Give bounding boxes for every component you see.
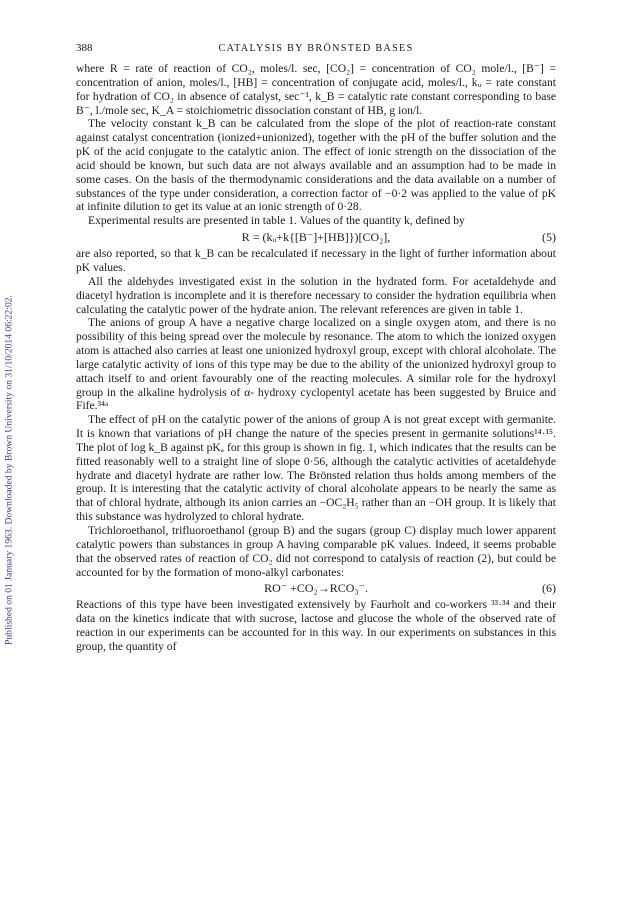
paragraph: The velocity constant k_B can be calculated from the slope of the plot of reaction-rate constant against catalyst concentration (ionized+unionized), together with the pH of the buffer solution and the pK of the acid conjugate to the catalytic anion. The effect of ionic strength on the dissociation of the acid should be known, but such data are not always available and an assumption had to be made in some cases. On the basis of the thermodynamic considerations and the data available on a number of substances of the type under consideration, a correction factor of −0·2 was applied to the value of pK at infinite dilution to get its value at an ionic strength of 0·28. bbox=[76, 117, 556, 214]
article-body bbox=[76, 62, 556, 654]
equation-6 bbox=[76, 579, 556, 598]
paragraph: Trichloroethanol, trifluoroethanol (group B) and the sugars (group C) display much lower apparent catalytic powers than substances in group A having comparable pK values. Indeed, it seems probable that the observed rates of reaction of CO₂ did not correspond to catalysis of reaction (2), but could be accounted for by the formation of mono-alkyl carbonates: bbox=[76, 524, 556, 579]
paragraph: where R = rate of reaction of CO₂, moles/l. sec, [CO₂] = concentration of CO₂ mole/l., [B⁻] = concentration of anion, moles/l., [HB] = concentration of conjugate acid, moles/l., kᵤ = rate constant for hydration of CO₂ in absence of catalyst, sec⁻¹, k_B = catalytic rate constant corresponding to base B⁻, l./mole sec, K_A = stoichiometric dissociation constant of HB, g ion/l. bbox=[76, 62, 556, 117]
equation-5 bbox=[76, 228, 556, 247]
page-number: 388 bbox=[76, 42, 93, 54]
equation-number: (5) bbox=[542, 230, 556, 245]
paragraph: are also reported, so that k_B can be recalculated if necessary in the light of further information about pK values. bbox=[76, 247, 556, 274]
page-header bbox=[76, 42, 556, 58]
paragraph: The anions of group A have a negative charge localized on a single oxygen atom, and there is no possibility of this being spread over the molecule by resonance. The atom to which the ionized oxygen atom is attached also carries at least one unionized hydroxyl group, except with chloral alcoholate. The large catalytic activity of ions of this type may be due to the ability of the unionized hydroxyl group to attach itself to and orient favourably one of the reacting molecules. A similar role for the hydroxyl group in the alkaline hydrolysis of α- hydroxy cyclopentyl acetate has been suggested by Bruice and Fife.³⁴ᵃ bbox=[76, 316, 556, 413]
paragraph: All the aldehydes investigated exist in the solution in the hydrated form. For acetaldehyde and diacetyl hydration is incomplete and it is therefore necessary to consider the hydration equilibria when calculating the catalytic power of the hydrate anion. The relevant references are given in table 1. bbox=[76, 274, 556, 316]
equation-number: (6) bbox=[542, 581, 556, 596]
paragraph: The effect of pH on the catalytic power of the anions of group A is not great except with germanite. It is known that variations of pH change the nature of the species present in germanite solutions¹⁴·¹⁵. The plot of log k_B against pKₐ for this group is shown in fig. 1, which indicates that the results can be fitted reasonably well to a straight line of slope 0·56, although the catalytic activities of acetaldehyde hydrate and diacetyl hydrate are rather low. The Brönsted relation thus holds among members of the group. It is interesting that the catalytic activity of choral alcoholate appears to be nearly the same as that of chloral hydrate, although its anion carries an −OC₂H₅ rather than an −OH group. It is likely that this substance was hydrolyzed to chloral hydrate. bbox=[76, 413, 556, 524]
download-watermark bbox=[2, 150, 16, 790]
running-title: CATALYSIS BY BRÖNSTED BASES bbox=[218, 43, 414, 54]
journal-page bbox=[76, 42, 556, 654]
watermark-text: Published on 01 January 1963. Downloaded by Brown University on 31/10/2014 06:22:02. bbox=[3, 295, 15, 645]
paragraph: Reactions of this type have been investigated extensively by Faurholt and co-workers ³³·³⁴ and their data on the kinetics indicate that with sucrose, lactose and glucose the whole of the observed rate of reaction in our experiments can be accounted for in this way. In our experiments on substances in this group, the quantity of bbox=[76, 598, 556, 653]
equation-text: RO⁻ +CO₂→RCO₃⁻. bbox=[264, 581, 368, 596]
paragraph: Experimental results are presented in table 1. Values of the quantity k, defined by bbox=[88, 214, 465, 228]
equation-text: R = (kᵤ+k{[B⁻]+[HB]})[CO₂], bbox=[241, 230, 391, 245]
